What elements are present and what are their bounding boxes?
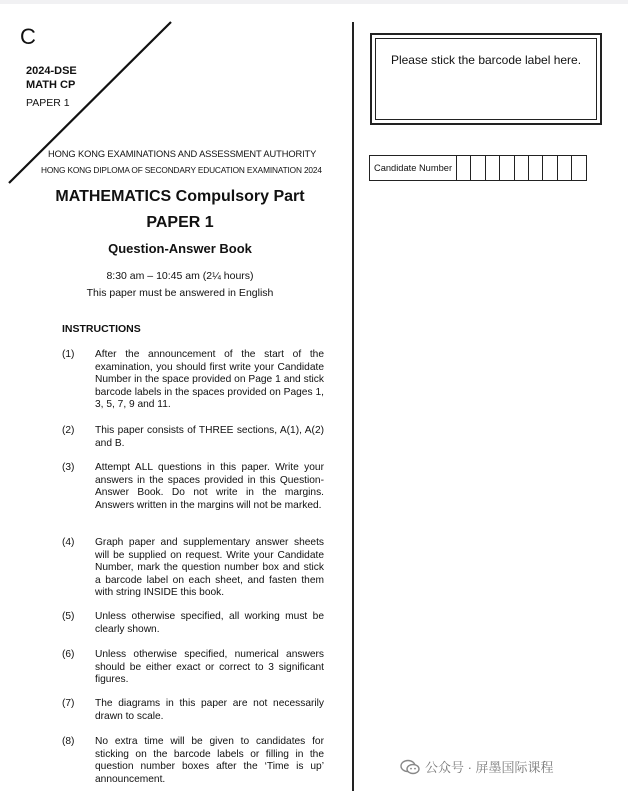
instruction-number: (6) [62,649,75,660]
barcode-label-text: Please stick the barcode label here. [390,53,582,67]
barcode-label-box [370,33,602,125]
candidate-digit-box[interactable] [543,156,557,180]
instruction-text: This paper consists of THREE sections, A(1), A(2) and B. [95,425,324,449]
instruction-number: (7) [62,698,75,709]
paper-title: PAPER 1 [146,214,214,231]
instruction-text: Graph paper and supplementary answer sheets will be supplied on request. Write your Candidate Number, mark the question number box and stick a barcode label on each sheet, and fasten them with string INSIDE this book. [95,537,324,599]
wechat-icon [400,759,420,775]
instruction-item [62,611,324,636]
barcode-label-inner [375,38,597,120]
instruction-number: (8) [62,736,75,747]
vertical-divider [352,22,354,791]
candidate-digit-box[interactable] [558,156,572,180]
corner-mark: С [20,24,36,49]
watermark-text: 公众号 · 屏墨国际课程 [425,760,554,775]
code-line-3: PAPER 1 [26,97,70,109]
instruction-number: (1) [62,349,75,360]
candidate-digit-box[interactable] [529,156,543,180]
candidate-digit-box[interactable] [515,156,529,180]
instruction-text: No extra time will be given to candidates for sticking on the barcode labels or filling in the question number boxes after the ‘Time is up’ announcement. [95,736,324,785]
subject-title: MATHEMATICS Compulsory Part [55,188,305,205]
exam-time: 8:30 am – 10:45 am (2¼ hours) [106,270,254,282]
instruction-text: The diagrams in this paper are not necessarily drawn to scale. [95,698,324,722]
watermark [400,757,554,776]
instruction-item [62,537,324,600]
instruction-number: (5) [62,611,75,622]
candidate-number-field[interactable] [369,155,587,181]
instruction-item [62,462,324,512]
candidate-number-label: Candidate Number [370,156,457,180]
paper-code [26,64,77,110]
instruction-text: Unless otherwise specified, all working must be clearly shown. [95,611,324,635]
instruction-number: (4) [62,537,75,548]
instruction-item [62,736,324,786]
candidate-digit-box[interactable] [500,156,514,180]
authority-name: HONG KONG EXAMINATIONS AND ASSESSMENT AUTHORITY [48,149,317,159]
instruction-item [62,698,324,723]
instruction-text: Attempt ALL questions in this paper. Write your answers in the spaces provided in this Question-Answer Book. Do not write in the margins. Answers written in the margins will not be marked. [95,462,324,511]
code-line-1: 2024-DSE [26,65,77,77]
candidate-digit-box[interactable] [457,156,471,180]
candidate-digit-box[interactable] [471,156,485,180]
language-note: This paper must be answered in English [86,287,274,299]
book-title: Question-Answer Book [108,241,252,256]
instruction-text: After the announcement of the start of the examination, you should first write your Candidate Number in the space provided on Page 1 and stick barcode labels in the spaces provided on Pages 1, 3, 5, 7, 9 and 11. [95,349,324,411]
instructions-heading: INSTRUCTIONS [62,323,141,335]
instruction-item [62,649,324,687]
instruction-text: Unless otherwise specified, numerical answers should be either exact or correct to 3 significant figures. [95,649,324,686]
instruction-number: (3) [62,462,75,473]
instruction-item [62,349,324,412]
instruction-number: (2) [62,425,75,436]
candidate-digit-box[interactable] [572,156,585,180]
candidate-digit-box[interactable] [486,156,500,180]
exam-name: HONG KONG DIPLOMA OF SECONDARY EDUCATION EXAMINATION 2024 [41,165,322,175]
code-line-2: MATH CP [26,79,76,91]
instruction-item [62,425,324,450]
